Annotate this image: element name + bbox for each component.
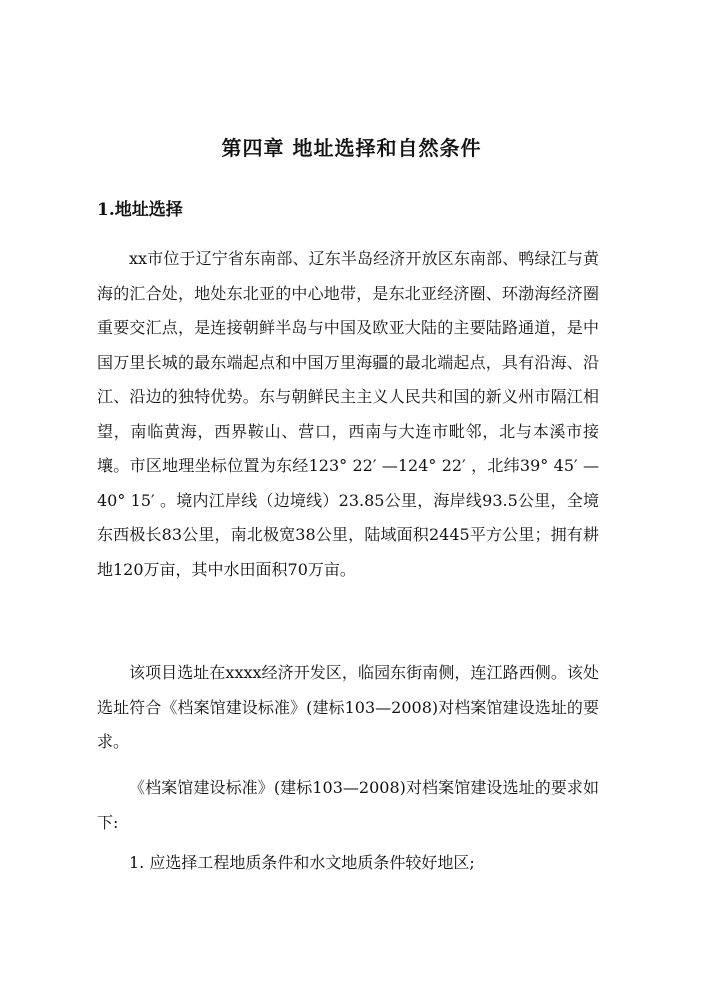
list-item: 1. 应选择工程地质条件和水文地质条件较好地区;	[129, 853, 475, 872]
paragraph-location-description: xx市位于辽宁省东南部、辽东半岛经济开放区东南部、鸭绿江与黄海的汇合处，地处东北亚的中心地带，是东北亚经济圈、环渤海经济圈重要交汇点，是连接朝鲜半岛与中国及欧亚大陆的主要陆路通道，是中国万里长城的最东端起点和中国万里海疆的最北端起点，具有沿海、沿江、沿边的独特优势。东与朝鲜民主主义人民共和国的新义州市隔江相望，南临黄海，西界鞍山、营口，西南与大连市毗邻，北与本溪市接壤。市区地理坐标位置为东经123° 22′ —124° 22′ ，北纬39° 45′ —40° 15′ 。境内江岸线（边境线）23.85公里，海岸线93.5公里，全境东西极长83公里，南北极宽38公里，陆域面积2445平方公里；拥有耕地120万亩，其中水田面积70万亩。	[97, 249, 599, 579]
paragraph-site-selection: 该项目选址在xxxx经济开发区，临园东街南侧，连江路西侧。该处选址符合《档案馆建设标准》(建标103—2008)对档案馆建设选址的要求。	[97, 663, 599, 751]
paragraph-standard-requirements: 《档案馆建设标准》(建标103—2008)对档案馆建设选址的要求如下:	[97, 778, 599, 832]
section-heading: 1.地址选择	[97, 200, 183, 220]
chapter-title: 第四章 地址选择和自然条件	[221, 136, 482, 160]
